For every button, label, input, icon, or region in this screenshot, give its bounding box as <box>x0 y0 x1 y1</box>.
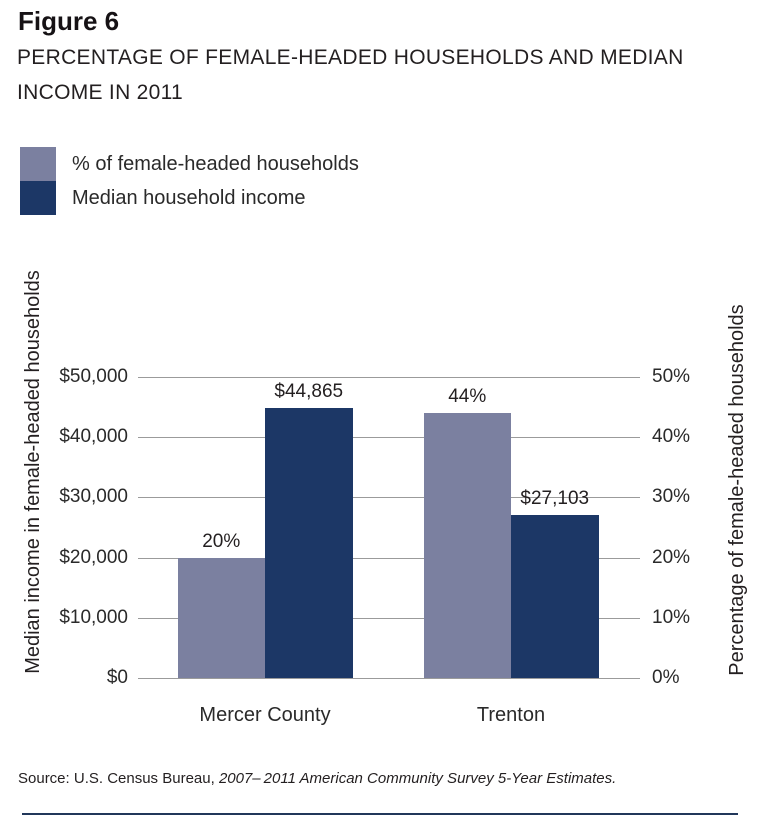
bar-of-female-headed-households-trenton <box>424 413 512 678</box>
figure-title-line-2: INCOME IN 2011 <box>17 81 184 104</box>
source-prefix: Source: U.S. Census Bureau, <box>18 770 219 787</box>
source-line <box>18 770 616 787</box>
left-axis-tick: $0 <box>106 667 128 688</box>
legend-swatch-income <box>20 181 56 215</box>
gridline <box>138 437 640 438</box>
legend-swatch-percent <box>20 147 56 181</box>
left-axis-tick: $10,000 <box>59 606 128 628</box>
category-label-mercer-county: Mercer County <box>199 704 331 726</box>
right-axis-tick: 0% <box>652 667 680 688</box>
right-axis-title: Percentage of female-headed households <box>726 304 748 676</box>
plot-area <box>138 377 640 726</box>
gridline <box>138 377 640 378</box>
figure-number: Figure 6 <box>18 6 120 36</box>
left-axis-tick: $30,000 <box>59 486 128 508</box>
bar-value-label: 20% <box>202 530 241 552</box>
right-axis-tick: 30% <box>652 486 691 508</box>
footer-rule <box>22 813 738 815</box>
bar-value-label: 44% <box>448 386 487 408</box>
left-axis-tick: $20,000 <box>59 546 128 568</box>
source-citation: 2007– 2011 American Community Survey 5-Year Estimates. <box>218 770 617 787</box>
bar-median-household-income-mercer-county <box>265 408 353 678</box>
figure-title-line-1: PERCENTAGE OF FEMALE-HEADED HOUSEHOLDS AND MEDIAN <box>17 46 684 69</box>
legend-label-percent: % of female-headed households <box>72 153 359 175</box>
legend-label-income: Median household income <box>72 187 306 209</box>
bar-median-household-income-trenton <box>511 515 599 678</box>
right-axis-tick: 40% <box>652 426 691 448</box>
right-axis-tick: 20% <box>652 546 691 568</box>
left-axis-tick: $50,000 <box>59 366 128 387</box>
left-axis-tick: $40,000 <box>59 426 128 448</box>
left-axis-title: Median income in female-headed households <box>22 270 44 674</box>
bar-value-label: $44,865 <box>274 380 344 402</box>
bar-value-label: $27,103 <box>520 487 590 509</box>
bar-of-female-headed-households-mercer-county <box>178 558 266 678</box>
baseline <box>138 678 640 679</box>
right-axis-tick: 10% <box>652 606 691 628</box>
figure-title <box>17 40 732 110</box>
category-label-trenton: Trenton <box>476 704 546 726</box>
right-axis-tick: 50% <box>652 366 691 387</box>
